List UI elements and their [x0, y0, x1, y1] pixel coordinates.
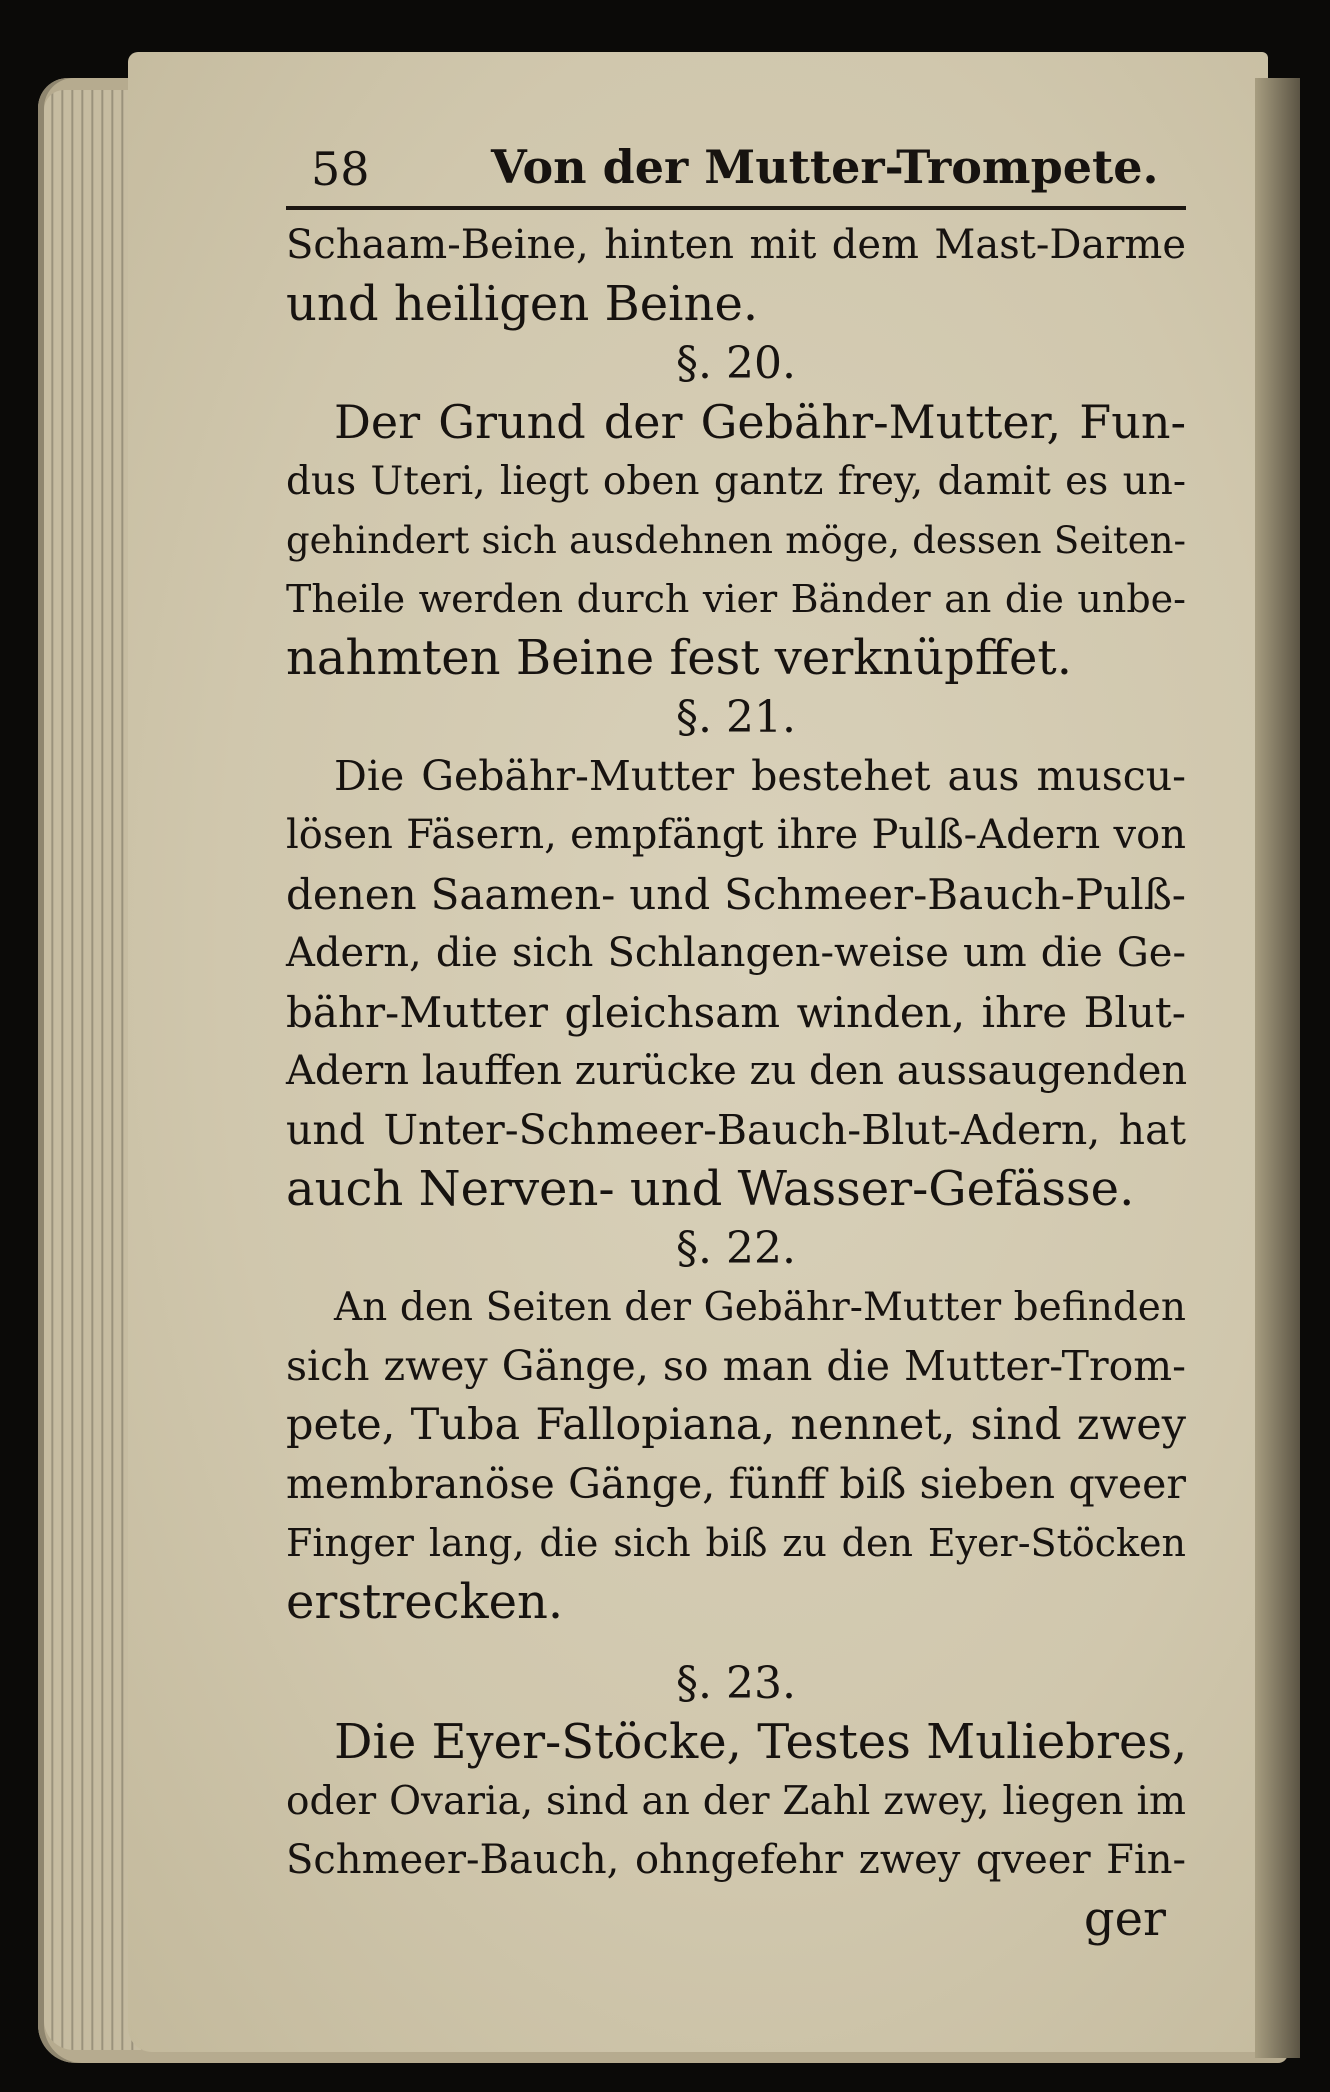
text-line: membranöse Gänge, fünff biß sieben qveer: [286, 1460, 1186, 1508]
text-line: auch Nerven- und Wasser-Gefässe.: [286, 1161, 1135, 1217]
text-line: Schaam-Beine, hinten mit dem Mast-Darme: [286, 222, 1186, 268]
text-line: sich zwey Gänge, so man die Mutter-Trom-: [286, 1342, 1186, 1390]
page-header: [286, 140, 1186, 210]
text-line: Finger lang, die sich biß zu den Eyer-Stöcken: [286, 1521, 1186, 1565]
text-line: Schmeer-Bauch, ohngefehr zwey qveer Fin-: [286, 1837, 1186, 1883]
text-line: bähr-Mutter gleichsam winden, ihre Blut-: [286, 988, 1186, 1037]
text-line: gehindert sich ausdehnen möge, dessen Seiten-: [286, 519, 1186, 562]
text-line: Adern, die sich Schlangen-weise um die Ge-: [286, 930, 1186, 976]
text-line: Theile werden durch vier Bänder an die unbe-: [286, 577, 1186, 621]
text-line: erstrecken.: [286, 1574, 564, 1630]
text-line: oder Ovaria, sind an der Zahl zwey, liegen im: [286, 1779, 1186, 1824]
catchword: ger: [1083, 1891, 1166, 1947]
text-line: dus Uteri, liegt oben gantz frey, damit es un-: [286, 459, 1186, 504]
text-line: Adern lauffen zurücke zu den aussaugenden: [286, 1048, 1188, 1094]
text-line: nahmten Beine fest verknüpffet.: [286, 630, 1072, 686]
section-heading: §. 21.: [676, 692, 796, 743]
page-text: [286, 140, 1186, 1949]
text-line: Der Grund der Gebähr-Mutter, Fun-: [334, 395, 1186, 449]
text-line: Die Eyer-Stöcke, Testes Muliebres,: [334, 1714, 1188, 1770]
text-line: und heiligen Beine.: [286, 276, 759, 332]
text-line: Die Gebähr-Mutter bestehet aus muscu-: [334, 752, 1186, 800]
text-line: An den Seiten der Gebähr-Mutter befinden: [334, 1285, 1186, 1330]
book-gutter: [1255, 78, 1300, 2058]
text-line: lösen Fäsern, empfängt ihre Pulß-Adern von: [286, 812, 1186, 858]
page-number: 58: [311, 142, 370, 196]
section-heading: §. 22.: [676, 1223, 796, 1274]
section-heading: §. 23.: [676, 1658, 796, 1709]
section-heading: §. 20.: [676, 338, 796, 389]
running-title: Von der Mutter-Trompete.: [491, 140, 1159, 194]
text-line: pete, Tuba Fallopiana, nennet, sind zwey: [286, 1400, 1186, 1450]
text-line: denen Saamen- und Schmeer-Bauch-Pulß-: [286, 870, 1186, 919]
text-line: und Unter-Schmeer-Bauch-Blut-Adern, hat: [286, 1106, 1186, 1154]
